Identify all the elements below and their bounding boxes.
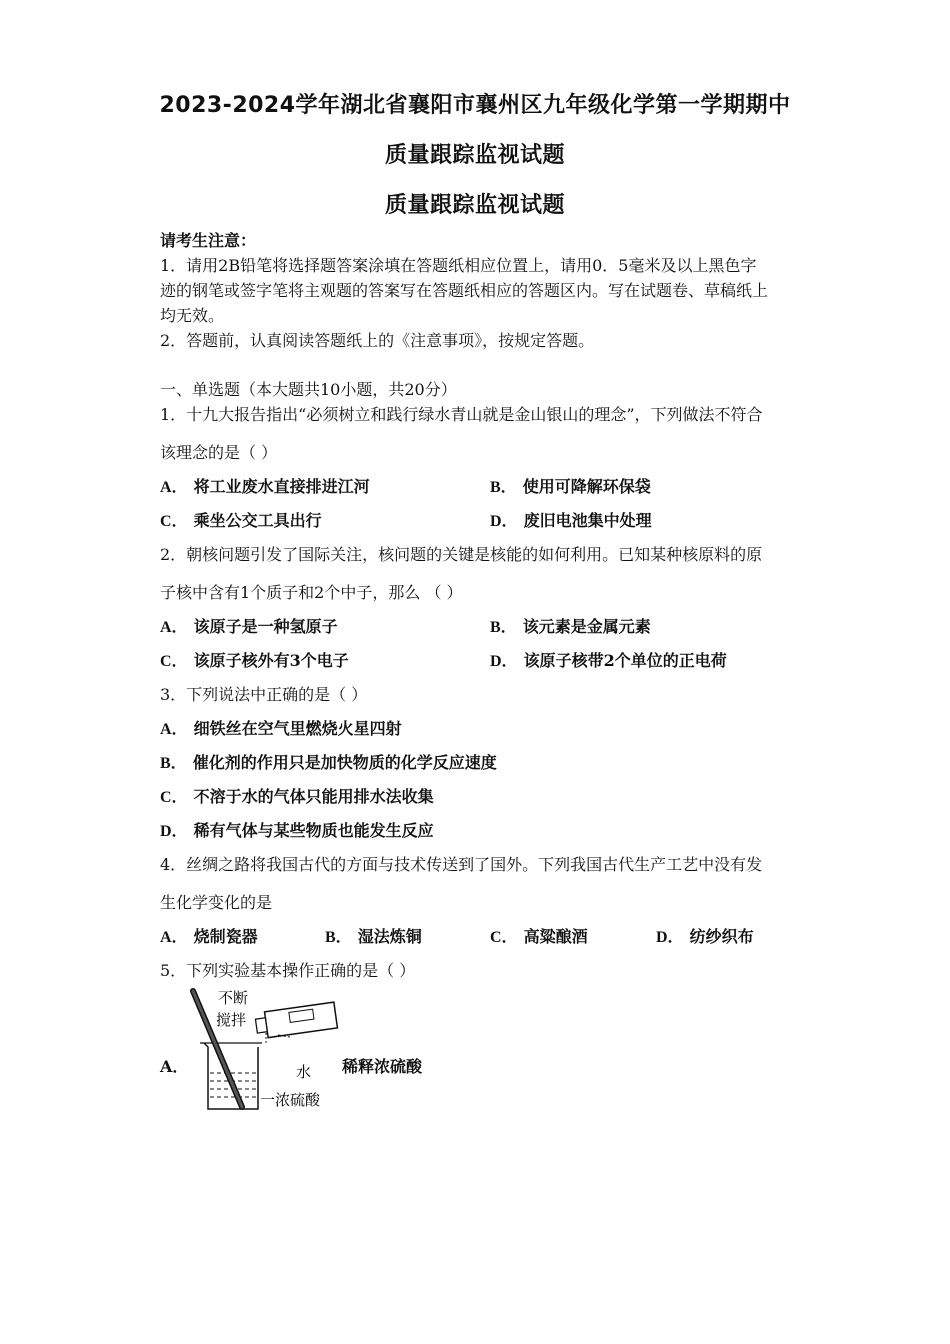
label-acid: 一浓硫酸	[260, 1091, 321, 1109]
q4-option-d: D． 纺纱织布	[656, 927, 754, 946]
exam-title-line2: 质量跟踪监视试题	[384, 143, 565, 168]
q5-stem: 5．下列实验基本操作正确的是（ ）	[160, 961, 416, 980]
q3-option-a: A． 细铁丝在空气里燃烧火星四射	[160, 719, 402, 738]
q2-option-b: B． 该元素是金属元素	[490, 617, 651, 636]
q1-option-b: B． 使用可降解环保袋	[490, 477, 651, 496]
exam-title-line1: 2023-2024学年湖北省襄阳市襄州区九年级化学第一学期期中	[159, 93, 791, 118]
q3-option-d: D． 稀有气体与某些物质也能发生反应	[160, 821, 434, 840]
section-heading: 一、单选题（本大题共10小题，共20分）	[160, 380, 457, 399]
reagent-bottle	[255, 1002, 338, 1039]
notice-heading: 请考生注意：	[160, 231, 257, 250]
q4-option-c: C． 高粱酿酒	[490, 927, 588, 946]
notice-line: 均无效。	[160, 306, 225, 325]
q5-option-a-caption: 稀释浓硫酸	[342, 1057, 423, 1076]
q1-option-c: C． 乘坐公交工具出行	[160, 511, 322, 530]
q1-option-d: D． 废旧电池集中处理	[490, 511, 652, 530]
q1-stem: 该理念的是（ ）	[160, 443, 278, 462]
q2-stem: 2．朝核问题引发了国际关注，核问题的关键是核能的如何利用。已知某种核原料的原	[160, 545, 763, 564]
q2-option-c: C． 该原子核外有3个电子	[160, 651, 349, 670]
q1-option-a: A． 将工业废水直接排进江河	[160, 477, 370, 496]
q3-stem: 3．下列说法中正确的是（ ）	[160, 685, 368, 704]
q4-stem: 生化学变化的是	[160, 893, 273, 912]
q2-option-a: A． 该原子是一种氢原子	[160, 617, 338, 636]
label-stir2: 搅拌	[216, 1011, 247, 1029]
notice-line: 迹的钢笔或签字笔将主观题的答案写在答题纸相应的答题区内。写在试题卷、草稿纸上	[160, 281, 769, 300]
exam-title-line3: 质量跟踪监视试题	[384, 193, 565, 218]
q4-option-b: B． 湿法炼铜	[325, 927, 422, 946]
q1-stem: 1．十九大报告指出“必须树立和践行绿水青山就是金山银山的理念”，下列做法不符合	[160, 405, 763, 424]
notice-line: 1．请用2B铅笔将选择题答案涂填在答题纸相应位置上，请用0．5毫米及以上黑色字	[160, 256, 757, 275]
label-water: 水	[296, 1063, 312, 1081]
q3-option-c: C． 不溶于水的气体只能用排水法收集	[160, 787, 434, 806]
q2-stem: 子核中含有1个质子和2个中子，那么 （ ）	[160, 583, 463, 602]
dilute-sulfuric-acid-figure	[190, 985, 340, 1115]
q4-stem: 4．丝绸之路将我国古代的方面与技术传送到了国外。下列我国古代生产工艺中没有发	[160, 855, 763, 874]
notice-line: 2．答题前，认真阅读答题纸上的《注意事项》，按规定答题。	[160, 331, 595, 350]
q2-option-d: D． 该原子核带2个单位的正电荷	[490, 651, 727, 670]
q4-option-a: A． 烧制瓷器	[160, 927, 258, 946]
q5-option-a-label: A．	[160, 1057, 189, 1076]
q3-option-b: B． 催化剂的作用只是加快物质的化学反应速度	[160, 753, 497, 772]
label-stir1: 不断	[218, 989, 249, 1007]
glass-rod-inner	[193, 991, 242, 1107]
